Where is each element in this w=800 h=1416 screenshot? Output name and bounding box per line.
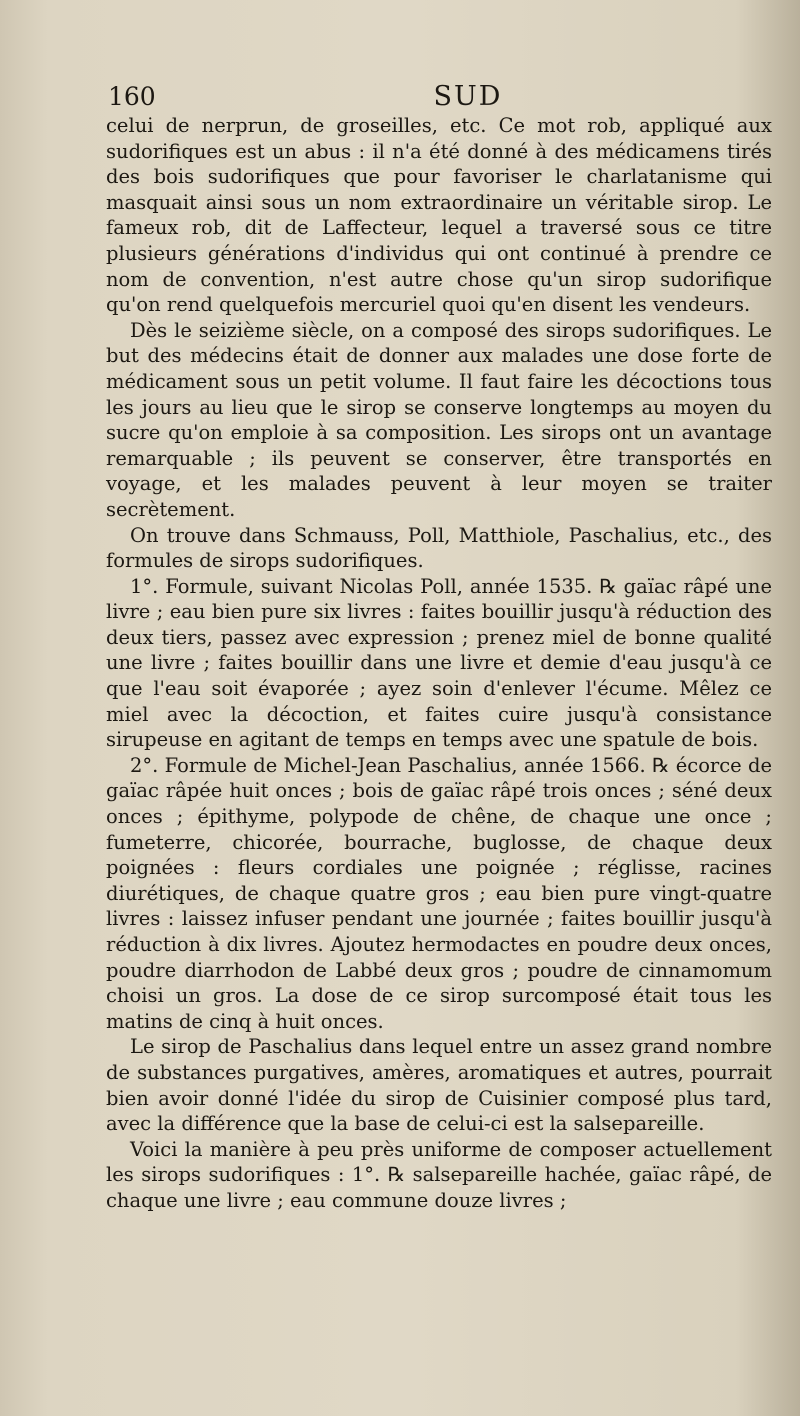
paragraph: Le sirop de Paschalius dans lequel entre un assez grand nombre de substances purgatives, amères, aromatiques et autres, pourrait bien avoir donné l'idée du sirop de Cuisinier composé plus tard, avec la différence que la base de celui-ci est la salsepareille. xyxy=(106,1035,772,1136)
page-header xyxy=(108,82,770,112)
running-head: SUD xyxy=(433,81,503,112)
page-number: 160 xyxy=(108,82,156,111)
paragraph: Voici la manière à peu près uniforme de composer actuellement les sirops sudorifiques : 1°. ℞ salsepareille hachée, gaïac râpé, de chaque une livre ; eau commune douze livres ; xyxy=(106,1137,772,1212)
paragraph: 1°. Formule, suivant Nicolas Poll, année 1535. ℞ gaïac râpé une livre ; eau bien pure six livres : faites bouillir jusqu'à réduction des deux tiers, passez avec expression ; prenez miel de bonne qualité une livre ; faites bouillir dans une livre et demie d'eau jusqu'à ce que l'eau soit évaporée ; ayez soin d'enlever l'écume. Mêlez ce miel avec la décoction, et faites cuire jusqu'à consistance sirupeuse en agitant de temps en temps avec une spatule de bois. xyxy=(106,574,772,752)
paragraph: 2°. Formule de Michel-Jean Paschalius, année 1566. ℞ écorce de gaïac râpée huit onces ; bois de gaïac râpé trois onces ; séné deux onces ; épithyme, polypode de chêne, de chaque une once ; fumeterre, chicorée, bourrache, buglosse, de chaque deux poignées : fleurs cordiales une poignée ; réglisse, racines diurétiques, de chaque quatre gros ; eau bien pure vingt-quatre livres : laissez infuser pendant une journée ; faites bouillir jusqu'à réduction à dix livres. Ajoutez hermodactes en poudre deux onces, poudre diarrhodon de Labbé deux gros ; poudre de cinnamomum choisi un gros. La dose de ce sirop surcomposé était tous les matins de cinq à huit onces. xyxy=(106,753,772,1033)
paragraph: celui de nerprun, de groseilles, etc. Ce mot rob, appliqué aux sudorifiques est un abus : il n'a été donné à des médicamens tirés des bois sudorifiques que pour favoriser le charlatanisme qui masquait ainsi sous un nom extraordinaire un véritable sirop. Le fameux rob, dit de Laffecteur, lequel a traversé sous ce titre plusieurs générations d'individus qui ont continué à prendre ce nom de convention, n'est autre chose qu'un sirop sudorifique qu'on rend quelquefois mercuriel quoi qu'en disent les vendeurs. xyxy=(106,114,772,317)
paragraph: On trouve dans Schmauss, Poll, Matthiole, Paschalius, etc., des formules de sirops sudorifiques. xyxy=(106,523,772,573)
paragraph: Dès le seizième siècle, on a composé des sirops sudorifiques. Le but des médecins était de donner aux malades une dose forte de médicament sous un petit volume. Il faut faire les décoctions tous les jours au lieu que le sirop se conserve longtemps au moyen du sucre qu'on emploie à sa composition. Les sirops ont un avantage remarquable ; ils peuvent se conserver, être transportés en voyage, et les malades peuvent à leur moyen se traiter secrètement. xyxy=(106,318,772,521)
body-text xyxy=(106,113,772,1214)
